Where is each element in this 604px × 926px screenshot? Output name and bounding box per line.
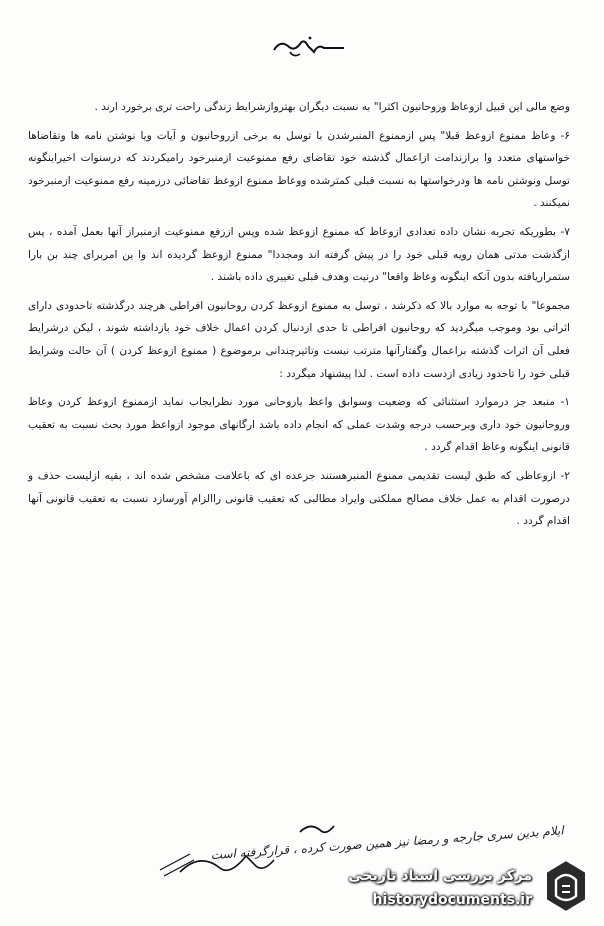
document-body xyxy=(28,96,570,537)
heading-handwritten-mark xyxy=(270,32,350,62)
paragraph-conclusion: مجموعا" با توجه به موارد بالا که ذکرشد ، توسل به ممنوع ازوعظ کردن روحانیون افراطی هرچند درگذشته تاحدودی دارای اثراتی بود وموجب میگردید که روحانیون افراطی تا حدی ازدنبال کردن اعمال خلاف خود بازداشته شوند ، لیکن درشرایط فعلی آن اثرات گذشته براعمال وگفتارآنها مترتب نیست وتاثیرچندانی برموضوع ( ممنوع ازوعظ کردن ) آن حالت وشرایط قبلی خود را تاحدود زیادی ازدست داده است . لذا پیشنهاد میگردد : xyxy=(28,299,570,380)
watermark-url: historydocuments.ir xyxy=(372,892,532,908)
archive-logo-icon xyxy=(540,856,592,916)
watermark-title: مرکز بررسی اسناد تاریخی xyxy=(348,868,532,884)
paragraph-proposal-2: ۲- ازوعاظی که طبق لیست تقدیمی ممنوع المنبرهستند جزعده ای که باعلامت مشخص شده اند ، بقیه ازلیست حذف و درصورت اقدام به عمل خلاف مصالح مملکتی وایراد مطالبی که تعقیب قانونی راالزام آورسازد نسبت به تعقیب قانونی آنها اقدام گردد . xyxy=(28,469,570,528)
handwritten-note: ایلام بدین سری جارجه و رمضا نیز همین صورت کرده ، قرارگرفته است xyxy=(210,823,565,863)
paragraph-item-7: ۷- بطوریکه تجربه نشان داده تعدادی ازوعاظ که ممنوع ازوعظ شده وپس ازرفع ممنوعیت ازمنبراز آنها بعمل آمده ، پس ازگذشت مدتی همان رویه قبلی خود را در پیش گرفته اند ومجددا" ممنوع ازوعظ گردیده اند وا ین امربرای چند بن بارا ستمراریافته بدون آنکه اینگونه وعاظ واقعا" درنیت وهدف قبلی تغییری داده باشند . xyxy=(28,225,570,284)
paragraph-intro: وضع مالی این قبیل ازوعاظ وروحانیون اکثرا" به نسبت دیگران بهتروازشرایط زندگی راحت تری برخورد ارند . xyxy=(94,101,570,113)
paragraph-item-6: ۶- وعاظ ممنوع ازوعظ قبلا" پس ازممنوع المنبرشدن با توسل به برخی ازروحانیون و آیات ویا نوشتن نامه ها وتقاضاها خواستهای متعدد وا برازندامت ازاعمال گذشته خود تقاضای رفع ممنوعیت ازمنبرخود رامیکردند که درسنوات اخیراینگونه توسل ونوشتن نامه ها ودرخواستها به نسبت قبلی کمترشده ووعاظ ممنوع ازوعظ تقاضائی درزمینه رفع ممنوعیت ازمنبرخود نمیکنند . xyxy=(28,129,570,210)
watermark xyxy=(318,852,598,926)
paragraph-proposal-1: ۱- منبعد جز درموارد استثنائی که وضعیت وسوابق واعظ یاروحانی مورد نظرایجاب نماید ازممنوع ازوعظ کردن وعاظ وروحانیون خود داری وبرحسب درجه وشدت عملی که انجام داده باشد ارگانهای موجود ازواعظ مورد بحث نسبت به تعقیب قانونی اینگونه وعاظ اقدام گردد . xyxy=(28,396,570,454)
